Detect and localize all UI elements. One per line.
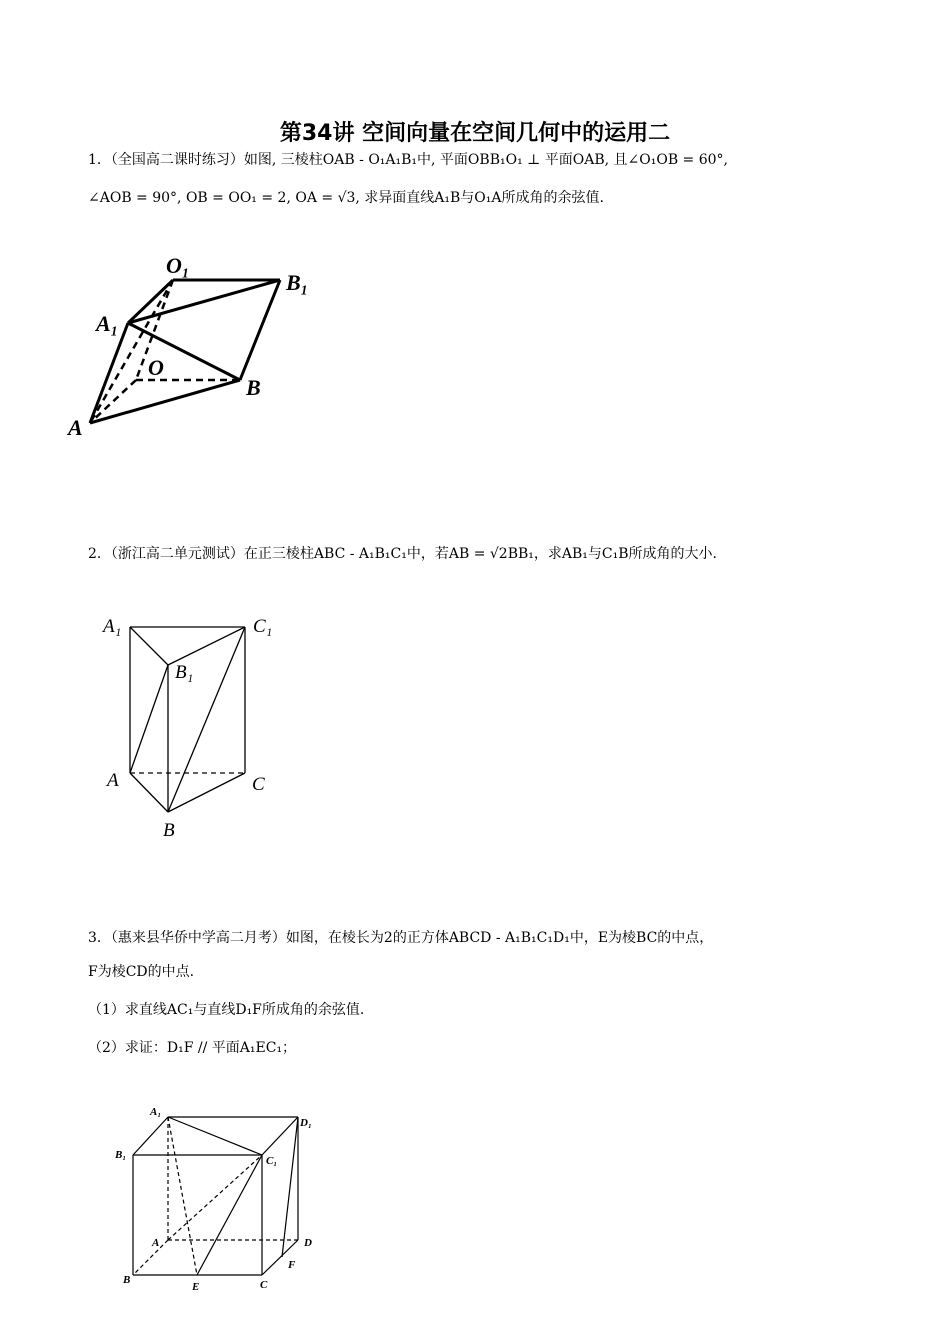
problem-3-line-1: 3．（惠来县华侨中学高二月考）如图，在棱长为2的正方体ABCD - A₁B₁C₁D₁中，E为棱BC的中点，	[88, 930, 714, 946]
label-B1: B₁	[115, 1149, 127, 1161]
label-C1: C₁	[253, 616, 273, 637]
problem-1-line-2: ∠AOB = 90°, OB = OO₁ = 2, OA = √3, 求异面直线A₁B与O₁A所成角的余弦值.	[88, 190, 604, 206]
label-A: A	[68, 415, 83, 440]
edge-c1-d1	[262, 1117, 298, 1155]
problem-3-part-1: （1）求直线AC₁与直线D₁F所成角的余弦值.	[88, 1002, 365, 1018]
label-C: C	[252, 774, 265, 795]
label-O: O	[148, 355, 164, 380]
edge-b1-b	[240, 280, 280, 380]
segment-d1-f	[282, 1117, 298, 1257]
problem-3-line-2: F为棱CD的中点.	[88, 964, 195, 980]
label-D: D	[304, 1237, 312, 1249]
problem-3-part-2: （2）求证：D₁F // 平面A₁EC₁；	[88, 1040, 297, 1056]
label-A1: A₁	[150, 1106, 162, 1118]
edge-a1-b	[128, 323, 240, 380]
label-A: A	[107, 770, 119, 791]
edge-a-b	[130, 773, 168, 812]
diagonal-a1-c1	[168, 1117, 262, 1155]
label-O1: O₁	[166, 253, 190, 278]
edge-a-b-hidden	[133, 1240, 168, 1275]
label-D1: D₁	[300, 1117, 312, 1129]
label-B: B	[123, 1274, 131, 1286]
segment-a1-e-hidden	[168, 1117, 197, 1275]
edge-b-c	[168, 773, 245, 812]
label-C: C	[260, 1279, 268, 1291]
label-A1: A₁	[103, 616, 122, 637]
label-B: B	[163, 820, 175, 841]
figure-1-prism-diagram	[60, 245, 330, 445]
edge-b1-c1	[168, 627, 245, 665]
diagonal-a-c1-hidden	[168, 1155, 262, 1240]
label-A: A	[152, 1237, 160, 1249]
problem-2-line-1: 2．（浙江高二单元测试）在正三棱柱ABC - A₁B₁C₁中，若AB = √2BB₁，求AB₁与C₁B所成角的大小.	[88, 546, 717, 562]
diagonal-c1-b	[168, 627, 245, 812]
label-B1: B₁	[286, 270, 309, 295]
edge-a1-b1	[133, 1117, 168, 1155]
edge-a1-a	[90, 323, 128, 423]
label-F: F	[288, 1259, 296, 1271]
figure-3-cube-diagram	[110, 1100, 330, 1300]
label-E: E	[192, 1281, 200, 1293]
problem-1-line-1: 1．（全国高二课时练习）如图, 三棱柱OAB - O₁A₁B₁中, 平面OBB₁O₁ ⊥ 平面OAB, 且∠O₁OB = 60°,	[88, 152, 729, 168]
figure-2-prism-diagram	[95, 610, 295, 840]
label-A1: A₁	[96, 311, 119, 336]
label-C1: C₁	[266, 1155, 278, 1167]
page-title: 第34讲 空间向量在空间几何中的运用二	[279, 121, 671, 146]
label-B1: B₁	[175, 662, 194, 683]
diagonal-a-b1	[130, 665, 168, 773]
edge-a1-b1	[130, 627, 168, 665]
label-B: B	[246, 375, 261, 400]
segment-c1-e	[197, 1155, 262, 1275]
